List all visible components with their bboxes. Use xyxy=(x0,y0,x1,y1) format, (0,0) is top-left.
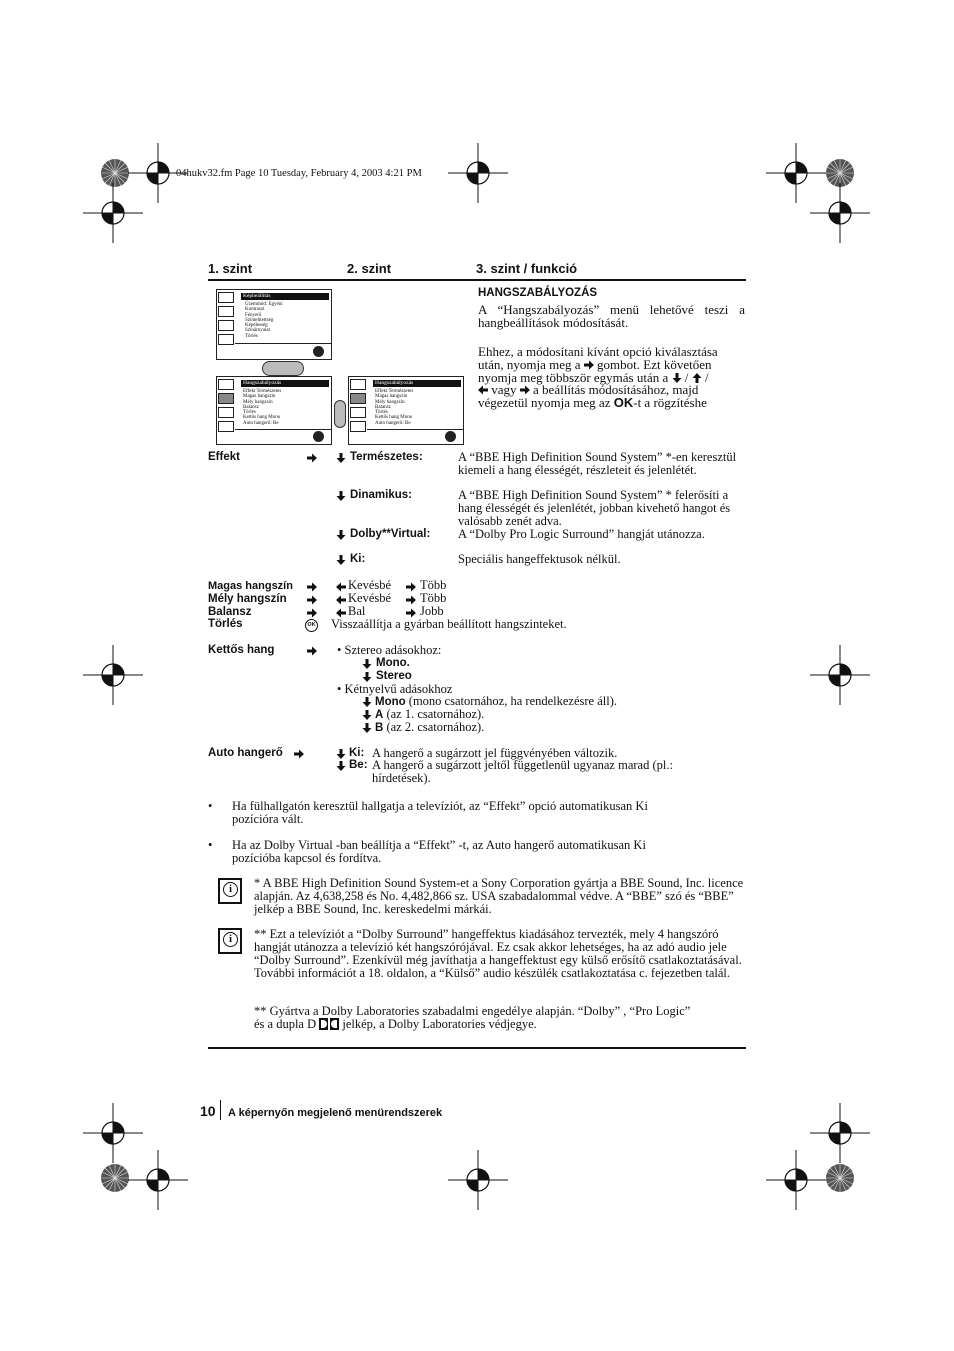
menu-screen-sound: Hangszabályozás Effekt Természetes Magas hangszín Mély hangszín Balansz Törlés Kettős hang Mono Auto hangerő: Be xyxy=(216,376,332,445)
ok-button-icon xyxy=(313,346,324,357)
effekt-option-text: A “Dolby Pro Logic Surround” hangját utánozza. xyxy=(458,527,705,541)
auto-label: Auto hangerő xyxy=(208,747,283,759)
column-header-level3: 3. szint / funkció xyxy=(476,261,578,276)
effekt-option-name: Ki: xyxy=(350,553,366,565)
bullet-note: Ha az Dolby Virtual -ban beállítja a “Effekt” -t, az Auto hangerő automatikusan Ki pozícióba kapcsol és fordítva. xyxy=(232,838,646,865)
kettos-label: Kettős hang xyxy=(208,644,275,656)
tone-left-value: Kevésbé xyxy=(348,578,392,592)
left-arrow-icon xyxy=(336,595,346,605)
auto-option-name: Ki: xyxy=(349,747,365,759)
ok-button-icon xyxy=(313,431,324,442)
stereo-option: Mono. xyxy=(376,657,410,669)
tone-left-value: Bal xyxy=(348,604,366,618)
registration-mark-icon xyxy=(810,645,870,705)
stereo-heading: • Sztereo adásokhoz: xyxy=(337,643,442,657)
info-icon: i xyxy=(218,878,242,904)
color-target-icon xyxy=(100,1163,130,1193)
right-arrow-icon xyxy=(520,385,530,395)
tone-right-value: Több xyxy=(420,578,447,592)
bilingual-heading: • Kétnyelvű adásokhoz xyxy=(337,682,453,696)
column-header-level2: 2. szint xyxy=(347,261,392,276)
down-arrow-icon xyxy=(336,749,346,759)
right-arrow-icon xyxy=(307,595,317,605)
down-arrow-icon xyxy=(336,530,346,540)
right-arrow-icon xyxy=(406,582,416,592)
remote-joystick-icon xyxy=(262,361,304,376)
page-number: 10 xyxy=(200,1103,216,1119)
down-arrow-icon xyxy=(362,697,372,707)
torles-label: Törlés xyxy=(208,618,243,630)
bottom-rule xyxy=(208,1047,746,1049)
right-arrow-icon xyxy=(307,453,317,463)
right-arrow-icon xyxy=(294,749,304,759)
down-arrow-icon xyxy=(362,672,372,682)
section-intro: A “Hangszabályozás” menü lehetővé teszi a hangbeállítások módosítását. xyxy=(478,302,745,330)
tone-right-value: Több xyxy=(420,591,447,605)
registration-mark-icon xyxy=(766,1150,826,1210)
section-title: HANGSZABÁLYOZÁS xyxy=(478,287,598,299)
auto-option-name: Be: xyxy=(349,759,368,771)
column-header-level1: 1. szint xyxy=(208,261,253,276)
down-arrow-icon xyxy=(336,491,346,501)
auto-option-text: A hangerő a sugárzott jeltől függetlenül ugyanaz marad (pl.: hírdetések). xyxy=(372,758,673,785)
effekt-option-text: Speciális hangeffektusok nélkül. xyxy=(458,552,621,566)
effekt-option-name: Természetes: xyxy=(350,451,423,463)
effekt-label: Effekt xyxy=(208,451,240,463)
tone-left-value: Kevésbé xyxy=(348,591,392,605)
file-header: 04hukv32.fm Page 10 Tuesday, February 4, 2003 4:21 PM xyxy=(176,168,422,179)
registration-mark-icon xyxy=(448,1150,508,1210)
down-arrow-icon xyxy=(336,453,346,463)
registration-mark-icon xyxy=(448,143,508,203)
section-instructions: Ehhez, a módosítani kívánt opció kiválasztása után, nyomja meg a gombot. Ezt követően nyomja meg többször egymás után a / / vagy a beállítás módosításához, majd végezetül nyomja meg az OK-t a rögzítéshe xyxy=(478,344,718,411)
stereo-option: Stereo xyxy=(376,670,412,682)
menu-screen-sound-selected: Hangszabályozás Effekt Természetes Magas hangszín Mély hangszín Balansz Törlés Kettős hang Mono Auto hangerő: Be xyxy=(348,376,464,445)
note-dolby-surround: ** Ezt a televíziót a “Dolby Surround” hangeffektus kiadásához tervezték, mely 4 hangszóró hangját utánozza a televízió két hangszórójával. Ez csak akkor lehetséges, ha az adó audio jele “Dolby Surround”. Ezenkívül még javíthatja a hangeffektust egy külső erősítő csatlakoztatásával. További információt a 18. oldalon, a “Külső” audio készülék csatlakoztatása c. fejezetben talál. xyxy=(254,927,742,980)
left-arrow-icon xyxy=(478,385,488,395)
screen-lines: Üzemmód: Egyéni Kontraszt Fényerő Színtelítettség Képélesség Színárnyalat Törlés xyxy=(245,302,283,339)
header-rule xyxy=(208,279,746,281)
down-arrow-icon xyxy=(362,710,372,720)
ok-key-icon: OK xyxy=(305,619,318,632)
registration-mark-icon xyxy=(83,645,143,705)
tone-label: Balansz xyxy=(208,606,252,618)
dolby-double-d-icon xyxy=(319,1018,339,1030)
tone-right-value: Jobb xyxy=(420,604,444,618)
registration-mark-icon xyxy=(128,1150,188,1210)
effekt-option-name: Dolby**Virtual: xyxy=(350,528,431,540)
bullet-note: Ha fülhallgatón keresztül hallgatja a televíziót, az “Effekt” opció automatikusan Ki pozícióra vált. xyxy=(232,799,648,826)
down-arrow-icon xyxy=(336,761,346,771)
remote-joystick-icon xyxy=(334,400,346,428)
down-arrow-icon xyxy=(672,373,682,383)
registration-mark-icon xyxy=(810,183,870,243)
tone-label: Mély hangszín xyxy=(208,593,287,605)
menu-screen-picture: Képbeállítás Üzemmód: Egyéni Kontraszt Fényerő Színtelítettség Képélesség Színárnyalat Törlés xyxy=(216,289,332,360)
auto-option-text: A hangerő a sugárzott jel függvényében változik. xyxy=(372,746,618,760)
color-target-icon xyxy=(825,1163,855,1193)
left-arrow-icon xyxy=(336,582,346,592)
effekt-option-text: A “BBE High Definition Sound System” * felerősíti a hang élességét és jelenlétét, jobban kivehető hangot és valósabb zenét adva. xyxy=(458,488,731,528)
torles-text: Visszaállítja a gyárban beállított hangszinteket. xyxy=(331,617,567,631)
footer-title: A képernyőn megjelenő menürendszerek xyxy=(228,1107,443,1119)
tone-label: Magas hangszín xyxy=(208,580,293,592)
registration-mark-icon xyxy=(83,183,143,243)
down-arrow-icon xyxy=(362,659,372,669)
note-bbe: * A BBE High Definition Sound System-et a Sony Corporation gyártja a BBE Sound, Inc. licence alapján. Az 4,638,258 és No. 4,482,866 sz. USA szabadalommal védve. A “BBE” szó és “BBE” jelkép a BBE Sound, Inc. kereskedelmi márkái. xyxy=(254,876,744,916)
right-arrow-icon xyxy=(307,646,317,656)
note-dolby-license: ** Gyártva a Dolby Laboratories szabadalmi engedélye alapján. “Dolby” , “Pro Logic” és a dupla D jelkép, a Dolby Laboratories védjegye. xyxy=(254,1004,691,1031)
right-arrow-icon xyxy=(406,595,416,605)
effekt-option-text: A “BBE High Definition Sound System” *-en keresztül kiemeli a hang élességét, részleteit és jelenlétét. xyxy=(458,450,737,477)
right-arrow-icon xyxy=(307,582,317,592)
down-arrow-icon xyxy=(362,723,372,733)
right-arrow-icon xyxy=(307,608,317,618)
right-arrow-icon xyxy=(584,360,594,370)
ok-button-icon xyxy=(445,431,456,442)
down-arrow-icon xyxy=(336,555,346,565)
up-arrow-icon xyxy=(692,373,702,383)
info-icon: i xyxy=(218,928,242,954)
effekt-option-name: Dinamikus: xyxy=(350,489,412,501)
